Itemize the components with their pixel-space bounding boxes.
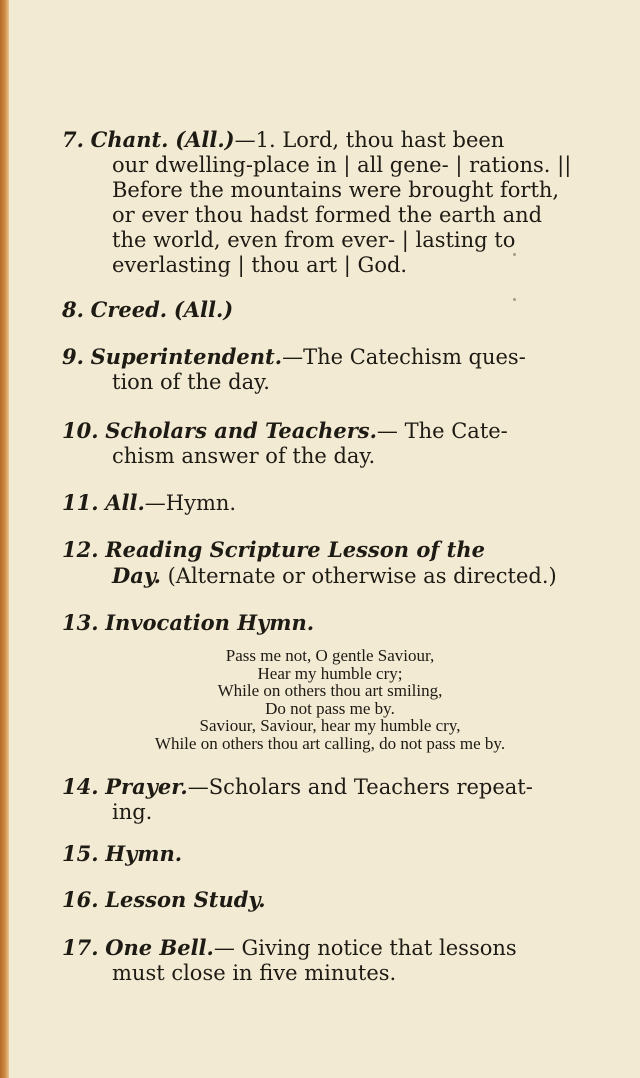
item-title: Chant. — [90, 127, 169, 152]
item-title: Creed. — [90, 297, 168, 322]
item-title: Scholars and Teachers. — [105, 418, 377, 443]
order-item-8 — [62, 297, 590, 323]
item-title: One Bell. — [105, 935, 214, 960]
paper-speck — [513, 298, 516, 301]
item-text: Before the mountains were brought forth, — [112, 178, 560, 202]
verse-line: Pass me not, O gentle Saviour, — [225, 646, 435, 665]
hymn-verse — [90, 647, 570, 752]
order-item-10 — [62, 418, 590, 469]
order-item-7 — [62, 127, 590, 278]
order-item-16 — [62, 887, 590, 913]
order-item-11 — [62, 490, 590, 516]
verse-line: While on others thou art calling, do not pass me by. — [154, 733, 506, 753]
item-text: tion of the day. — [112, 370, 270, 394]
order-item-13 — [62, 610, 590, 636]
item-number: 11. — [62, 490, 99, 515]
verse-line: While on others thou art smiling, — [217, 681, 443, 700]
item-text: or ever thou hadst formed the earth and — [112, 203, 543, 227]
order-item-9 — [62, 344, 590, 395]
item-number: 17. — [62, 935, 99, 960]
verse-line: Saviour, Saviour, hear my humble cry, — [199, 716, 461, 735]
item-number: 10. — [62, 418, 99, 443]
item-text: —1. Lord, thou hast been — [234, 128, 505, 152]
item-paren: (All.) — [173, 297, 234, 322]
item-title: Lesson Study. — [105, 887, 266, 912]
item-text: chism answer of the day. — [112, 444, 376, 468]
item-number: 8. — [62, 297, 84, 322]
order-item-17 — [62, 935, 590, 986]
item-number: 7. — [62, 127, 84, 152]
item-title: Prayer. — [105, 774, 188, 799]
order-item-14 — [62, 774, 590, 825]
verse-line: Do not pass me by. — [265, 698, 395, 718]
item-number: 9. — [62, 344, 84, 369]
item-text: —Hymn. — [144, 491, 237, 515]
item-title: Invocation Hymn. — [105, 610, 315, 635]
item-text: —Scholars and Teachers repeat- — [187, 775, 533, 799]
item-text: — The Cate- — [376, 419, 508, 443]
item-title: Reading Scripture Lesson of the — [105, 537, 485, 562]
item-title: All. — [105, 490, 145, 515]
item-text: (Alternate or otherwise as directed.) — [167, 564, 557, 588]
item-title: Day. — [112, 563, 161, 588]
item-text: ing. — [112, 800, 153, 824]
item-number: 16. — [62, 887, 99, 912]
order-item-12 — [62, 537, 590, 589]
item-title: Superintendent. — [90, 344, 283, 369]
item-number: 13. — [62, 610, 99, 635]
item-text: —The Catechism ques- — [282, 345, 526, 369]
item-text: everlasting | thou art | God. — [112, 253, 408, 277]
item-number: 12. — [62, 537, 99, 562]
item-title: Hymn. — [105, 841, 183, 866]
verse-line: Hear my humble cry; — [257, 663, 403, 683]
item-text: — Giving notice that lessons — [213, 936, 517, 960]
item-number: 14. — [62, 774, 99, 799]
item-text: our dwelling-place in | all gene- | rations. || — [112, 153, 572, 177]
item-paren: (All.) — [175, 127, 235, 152]
paper-speck — [513, 253, 516, 256]
item-text: the world, even from ever- | lasting to — [112, 228, 516, 252]
item-number: 15. — [62, 841, 99, 866]
order-item-15 — [62, 841, 590, 867]
item-text: must close in five minutes. — [112, 961, 397, 985]
